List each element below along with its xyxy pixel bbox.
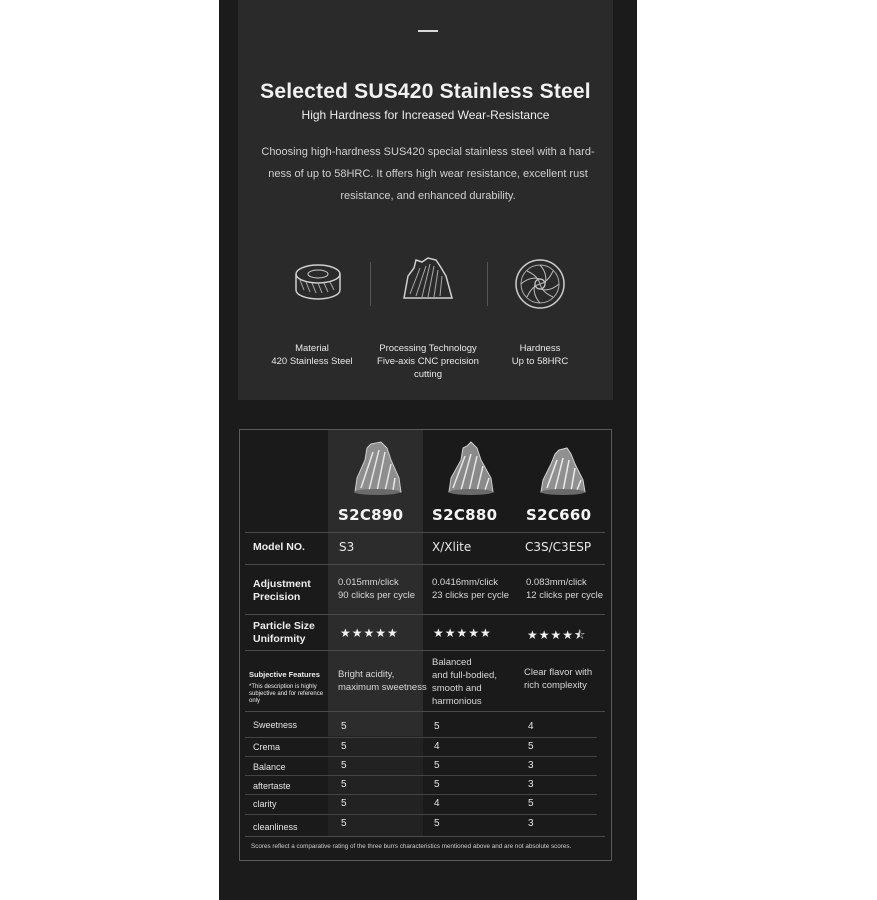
row-divider [245,614,605,615]
conical-burr-icon [400,254,456,310]
score-divider [245,814,597,815]
adjustment-value: 0.0416mm/click 23 clicks per cycle [432,577,510,601]
feature-separator [370,262,371,306]
score-value: 5 [341,721,347,732]
burr-top-view-icon [512,256,568,312]
row-divider [245,650,605,651]
score-value: 5 [341,798,347,809]
table-footnote: Scores reflect a comparative rating of the three burrs characteristics mentioned above and are not absolute scores. [251,843,572,850]
burr-ring-icon [290,256,346,312]
score-value: 5 [528,741,534,752]
subjective-note: *This description is highly subjective and for reference only [249,684,324,704]
hero-title: Selected SUS420 Stainless Steel [260,80,591,103]
feature-processing: Processing Technology Five-axis CNC precision cutting [377,343,479,380]
row-divider [245,711,605,712]
score-value: 4 [434,741,440,752]
score-value: 5 [341,741,347,752]
subjective-value: Balanced and full-bodied, smooth and harmonious [432,657,497,707]
adjustment-value: 0.015mm/click 90 clicks per cycle [338,577,416,601]
score-label: Crema [253,742,281,752]
adjustment-label: Adjustment Precision [253,578,311,603]
burr-s2c660-image [533,440,593,500]
subjective-value: Clear flavor with rich complexity [524,667,593,691]
score-value: 5 [434,818,440,829]
subjective-label: Subjective Features [249,670,320,679]
hero-description: Choosing high-hardness SUS420 special stainless steel with a hard- ness of up to 58HRC. It offers high wear resistance, excellent rust resistance, and enhanced durability. [261,146,595,202]
model-no-value: C3S/C3ESP [525,540,592,554]
score-value: 5 [341,760,347,771]
feature-separator [487,262,488,306]
score-divider [245,794,597,795]
score-value: 4 [528,721,534,732]
feature-hardness: Hardness Up to 58HRC [511,343,569,367]
model-name-s2c880: S2C880 [432,506,498,524]
score-label: Balance [253,762,286,772]
score-label: Sweetness [253,720,298,730]
score-value: 5 [434,779,440,790]
particle-rating-stars: ★★★★★ [340,626,399,640]
score-divider [245,737,597,738]
feature-material: Material 420 Stainless Steel [271,343,353,367]
model-name-s2c890: S2C890 [338,506,404,524]
burr-s2c890-image [347,438,407,498]
particle-label: Particle Size Uniformity [253,620,315,645]
score-value: 3 [528,760,534,771]
score-label: clarity [253,799,277,809]
subjective-value: Bright acidity, maximum sweetness [338,669,427,693]
score-divider [245,756,597,757]
particle-rating-stars: ★★★★★ [433,626,492,640]
score-value: 5 [341,779,347,790]
hero-subtitle: High Hardness for Increased Wear-Resistance [301,108,550,122]
model-no-label: Model NO. [253,541,305,553]
row-divider [245,564,605,565]
burr-s2c880-image [441,440,501,500]
model-name-s2c660: S2C660 [526,506,592,524]
score-divider [245,775,597,776]
model-no-value: X/Xlite [432,540,472,554]
score-value: 5 [528,798,534,809]
score-value: 4 [434,798,440,809]
row-divider [245,532,605,533]
score-value: 5 [434,721,440,732]
particle-rating-stars: ★★★★⯪ [527,628,587,642]
section-dash [418,30,438,32]
score-label: cleanliness [253,822,298,832]
adjustment-value: 0.083mm/click 12 clicks per cycle [526,577,604,601]
score-label: aftertaste [253,781,291,791]
score-value: 5 [341,818,347,829]
model-no-value: S3 [339,540,355,554]
score-value: 3 [528,818,534,829]
score-value: 5 [434,760,440,771]
row-divider [245,836,605,837]
score-value: 3 [528,779,534,790]
